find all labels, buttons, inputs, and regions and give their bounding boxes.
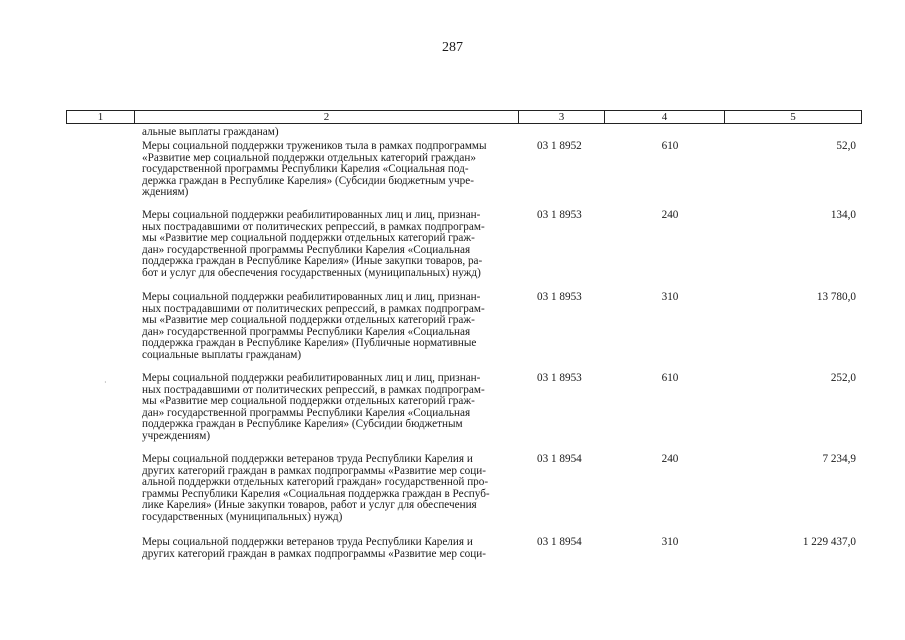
scan-dot: ·	[104, 378, 107, 387]
page-number: 287	[442, 40, 463, 55]
row-expense-type: 310	[661, 536, 679, 548]
row-description: Меры социальной поддержки реабилитированных лиц и лиц, признан- ных пострадавшими от политических репрессий, в рамках подпрограм- мы «Развитие мер социальной поддержки отдельных категорий граж- дан» государственной программы Республики Карелия «Социальная поддержка граждан в Республике Карелия» (Иные закупки товаров, ра- бот и услуг для обеспечения государственных (муниципальных) нужд)	[142, 209, 485, 279]
row-description: Меры социальной поддержки ветеранов труда Республики Карелия и других категорий граждан в рамках подпрограммы «Развитие мер соци- альной поддержки отдельных категорий граждан» государственной про- граммы Республики Карелия «Социальная поддержка граждан в Респуб- лике Карелия» (Иные закупки товаров, работ и услуг для обеспечения государственных (муниципальных) нужд)	[142, 453, 490, 523]
row-code: 03 1 8952	[537, 140, 582, 152]
row-expense-type: 610	[661, 372, 679, 384]
row-amount: 1 229 437,0	[802, 536, 856, 548]
row-description: Меры социальной поддержки ветеранов труда Республики Карелия и других категорий граждан в рамках подпрограммы «Развитие мер соци-	[142, 536, 486, 560]
row-code: 03 1 8954	[537, 536, 582, 548]
row-description: Меры социальной поддержки реабилитированных лиц и лиц, признан- ных пострадавшими от политических репрессий, в рамках подпрограм- мы «Развитие мер социальной поддержки отдельных категорий граж- дан» государственной программы Республики Карелия «Социальная поддержка граждан в Республике Карелия» (Субсидии бюджетным учреждениям)	[142, 372, 485, 442]
row-description: Меры социальной поддержки тружеников тыла в рамках подпрограммы «Развитие мер социальной поддержки отдельных категорий граждан» государственной программы Республики Карелия «Социальная под- держка граждан в Республике Карелия» (Субсидии бюджетным учре- ждениям)	[142, 140, 487, 199]
row-amount: 252,0	[830, 372, 856, 384]
row-expense-type: 310	[661, 291, 679, 303]
row-code: 03 1 8953	[537, 209, 582, 221]
row-code: 03 1 8953	[537, 372, 582, 384]
row-description: Меры социальной поддержки реабилитированных лиц и лиц, признан- ных пострадавшими от политических репрессий, в рамках подпрограм- мы «Развитие мер социальной поддержки отдельных категорий граж- дан» государственной программы Республики Карелия «Социальная поддержка граждан в Республике Карелия» (Публичные нормативные социальные выплаты гражданам)	[142, 291, 485, 361]
header-col-2: 2	[135, 111, 519, 123]
row-code: 03 1 8953	[537, 291, 582, 303]
row-code: 03 1 8954	[537, 453, 582, 465]
header-col-1: 1	[67, 111, 135, 123]
header-col-3: 3	[519, 111, 605, 123]
row-expense-type: 240	[661, 453, 679, 465]
row-expense-type: 240	[661, 209, 679, 221]
header-col-4: 4	[605, 111, 725, 123]
row-expense-type: 610	[661, 140, 679, 152]
row-amount: 13 780,0	[816, 291, 856, 303]
row-amount: 52,0	[836, 140, 856, 152]
header-col-5: 5	[790, 111, 796, 123]
row-amount: 7 234,9	[822, 453, 856, 465]
continuation-text: альные выплаты гражданам)	[142, 126, 279, 138]
row-amount: 134,0	[830, 209, 856, 221]
table-header	[66, 110, 862, 124]
